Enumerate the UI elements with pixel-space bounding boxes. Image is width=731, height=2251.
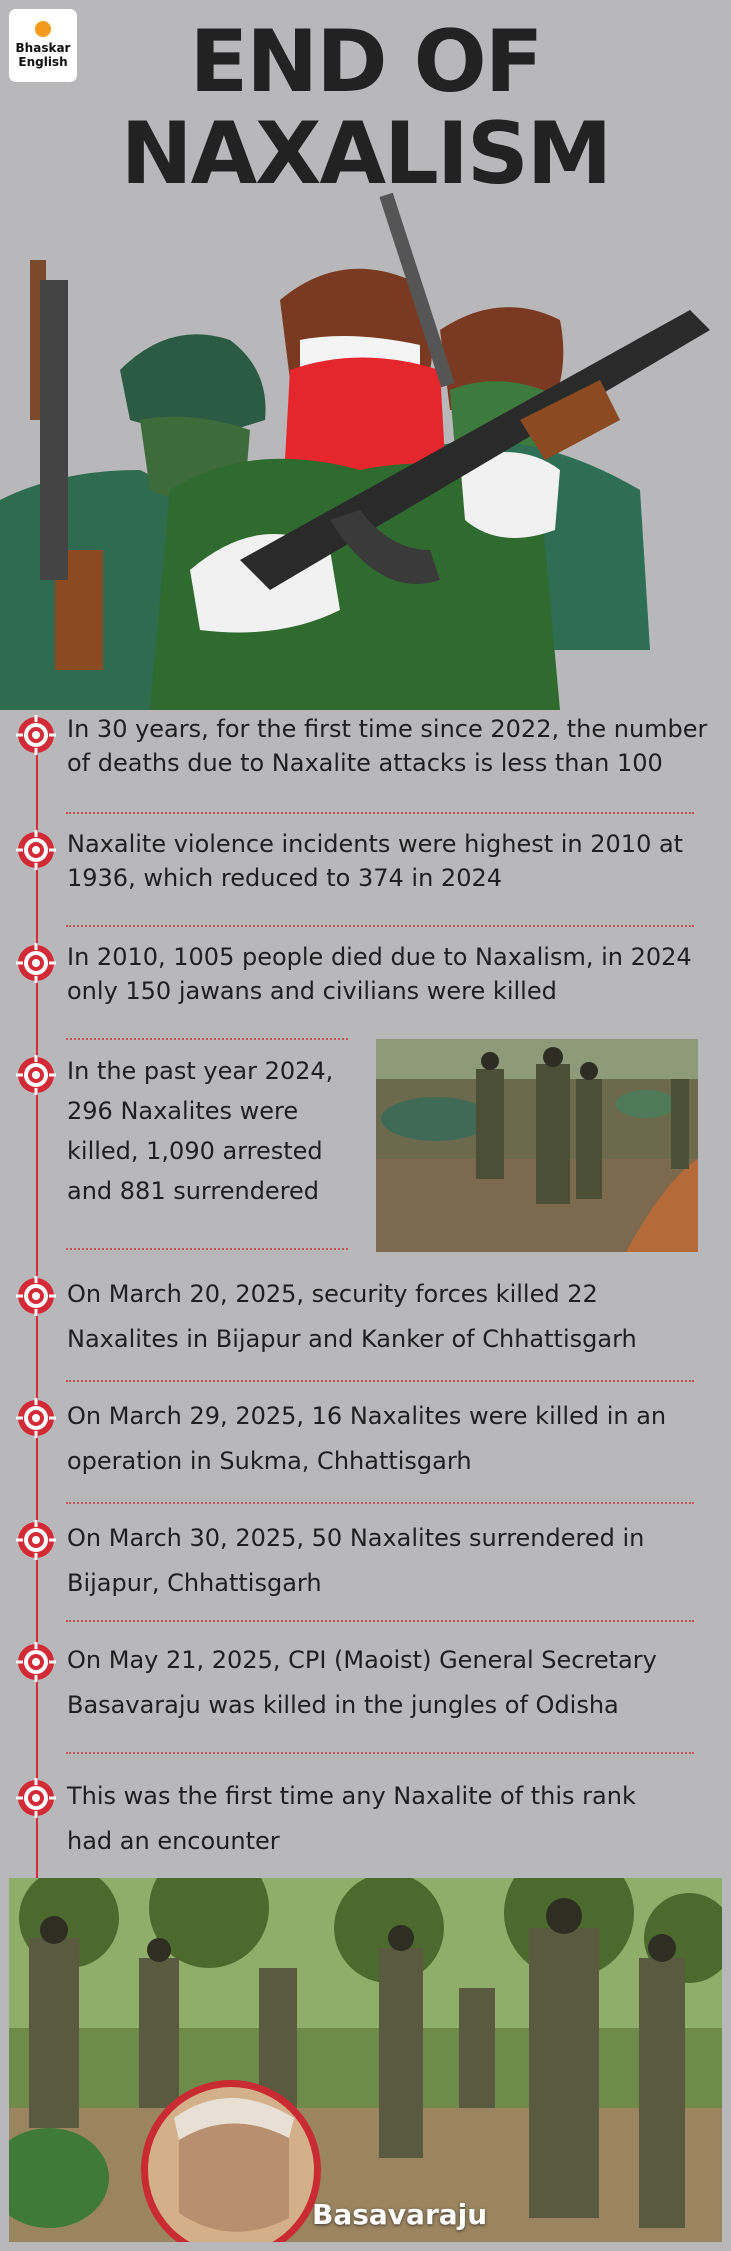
target-icon [16, 943, 56, 983]
item-text: On March 30, 2025, 50 Naxalites surrendered in Bijapur, Chhattisgarh [67, 1524, 645, 1597]
target-icon [16, 1520, 56, 1560]
item-text: Naxalite violence incidents were highest in 2010 at 1936, which reduced to 374 in 2024 [67, 830, 684, 892]
item-text: On March 20, 2025, security forces killed 22 Naxalites in Bijapur and Kanker of Chhattisgarh [67, 1280, 637, 1353]
target-icon [16, 715, 56, 755]
title-line2: NAXALISM [120, 104, 611, 204]
target-icon [16, 1055, 56, 1095]
item-text: In 30 years, for the first time since 2022, the number of deaths due to Naxalite attacks is less than 100 [67, 715, 708, 777]
brand-name-line2: English [18, 55, 68, 69]
photo-caption: Basavaraju [312, 2198, 488, 2231]
item-text: In 2010, 1005 people died due to Naxalism, in 2024 only 150 jawans and civilians were killed [67, 943, 692, 1005]
divider [66, 925, 694, 927]
divider [66, 1620, 694, 1622]
divider [66, 1248, 348, 1250]
hero-illustration [0, 170, 731, 710]
divider [66, 1380, 694, 1382]
target-icon [16, 1642, 56, 1682]
divider [66, 1752, 694, 1754]
title-line1: END OF [189, 12, 542, 112]
target-icon [16, 830, 56, 870]
item-text: On March 29, 2025, 16 Naxalites were killed in an operation in Sukma, Chhattisgarh [67, 1402, 667, 1475]
divider [66, 1502, 694, 1504]
target-icon [16, 1398, 56, 1438]
target-icon [16, 1276, 56, 1316]
item-text: This was the first time any Naxalite of this rank had an encounter [67, 1782, 636, 1855]
encounter-site-photo [9, 1878, 722, 2242]
divider [66, 1038, 348, 1040]
item-text: On May 21, 2025, CPI (Maoist) General Secretary Basavaraju was killed in the jungles of Odisha [67, 1646, 657, 1719]
brand-name-line1: Bhaskar [15, 41, 71, 55]
divider [66, 812, 694, 814]
security-forces-photo [376, 1039, 698, 1252]
item-text: In the past year 2024, 296 Naxalites were killed, 1,090 arrested and 881 surrendered [67, 1057, 334, 1205]
target-icon [16, 1778, 56, 1818]
